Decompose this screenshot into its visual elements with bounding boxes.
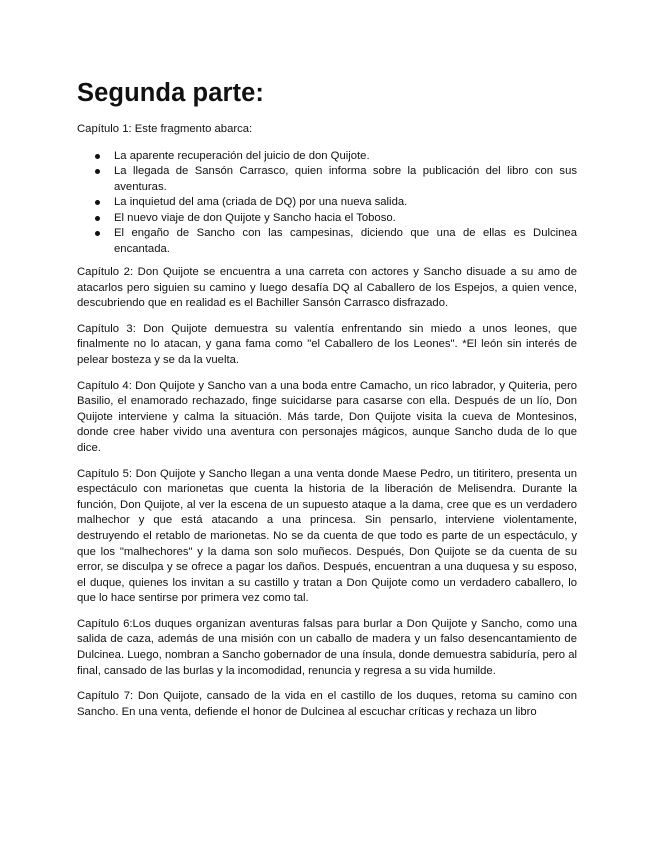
bullet-text: La inquietud del ama (criada de DQ) por una nueva salida.	[114, 196, 408, 208]
bullet-text: La aparente recuperación del juicio de don Quijote.	[114, 149, 370, 162]
document-page	[77, 78, 577, 720]
bullet-item	[114, 195, 577, 211]
chapter-6-paragraph: Capítulo 6:Los duques organizan aventuras falsas para burlar a Don Quijote y Sancho, como una salida de caza, además de una misión con un caballo de madera y un falso desencantamiento de Dulcinea. Luego, nombran a Sancho gobernador de una ínsula, donde demuestra sabiduría, pero al final, cansado de las burlas y la incomodidad, renuncia y regresa a su vida humilde.	[77, 617, 577, 677]
chapter-2-paragraph: Capítulo 2: Don Quijote se encuentra a una carreta con actores y Sancho disuade a su amo de atacarlos pero siguien su camino y luego desafía DQ al Caballero de los Espejos, a quien vence, descubriendo que en realidad es el Bachiller Sansón Carrasco disfrazado.	[77, 266, 577, 310]
section-heading: Segunda parte:	[77, 79, 265, 107]
chapter-5-paragraph: Capítulo 5: Don Quijote y Sancho llegan a una venta donde Maese Pedro, un titiritero, presenta un espectáculo con marionetas que cuenta la historia de la liberación de Melisendra. Durante la función, Don Quijote, al ver la escena de un supuesto ataque a la dama, cree que es un verdadero malhechor y que está atacando a una princesa. Sin pensarlo, interviene violentamente, destruyendo el retablo de marionetas. No se da cuenta de que todo es parte de un espectáculo, y que los "malhechores" y la dama son solo muñecos. Después, Don Quijote se da cuenta de su error, se disculpa y se ofrece a pagar los daños. Después, encuentran a una duquesa y su esposo, el duque, quienes los invitan a su castillo y tratan a Don Quijote como un verdadero caballero, lo que lo hace sentirse por primera vez como tal.	[77, 467, 577, 605]
chapter-1-intro: Capítulo 1: Este fragmento abarca:	[77, 123, 253, 135]
bullet-dot-icon	[95, 231, 100, 236]
bullet-dot-icon	[95, 200, 100, 205]
chapter-1-bullet-list	[77, 149, 577, 258]
chapter-4-paragraph: Capítulo 4: Don Quijote y Sancho van a una boda entre Camacho, un rico labrador, y Quiteria, pero Basilio, el enamorado rechazado, finge suicidarse para casarse con ella. Después de un lío, Don Quijote interviene y calma la situación. Más tarde, Don Quijote visita la cueva de Montesinos, donde cree haber vivido una aventura con personajes mágicos, aunque Sancho duda de lo que dice.	[77, 379, 577, 454]
bullet-text: La llegada de Sansón Carrasco, quien informa sobre la publicación del libro con sus aventuras.	[114, 165, 577, 193]
bullet-dot-icon	[95, 154, 100, 159]
bullet-item	[114, 226, 577, 257]
bullet-text: El nuevo viaje de don Quijote y Sancho hacia el Toboso.	[114, 211, 396, 224]
chapter-3-paragraph: Capítulo 3: Don Quijote demuestra su valentía enfrentando sin miedo a unos leones, que finalmente no lo atacan, y gana fama como "el Caballero de los Leones". *El león sin interés de pelear bosteza y se da la vuelta.	[77, 322, 577, 366]
chapter-7-paragraph: Capítulo 7: Don Quijote, cansado de la vida en el castillo de los duques, retoma su camino con Sancho. En una venta, defiende el honor de Dulcinea al escuchar críticas y rechaza un libro	[77, 690, 577, 718]
bullet-dot-icon	[95, 169, 100, 174]
bullet-item	[114, 211, 577, 227]
bullet-item	[114, 149, 577, 165]
bullet-item	[114, 164, 577, 195]
bullet-text: El engaño de Sancho con las campesinas, diciendo que una de ellas es Dulcinea encantada.	[114, 227, 577, 255]
bullet-dot-icon	[95, 216, 100, 221]
